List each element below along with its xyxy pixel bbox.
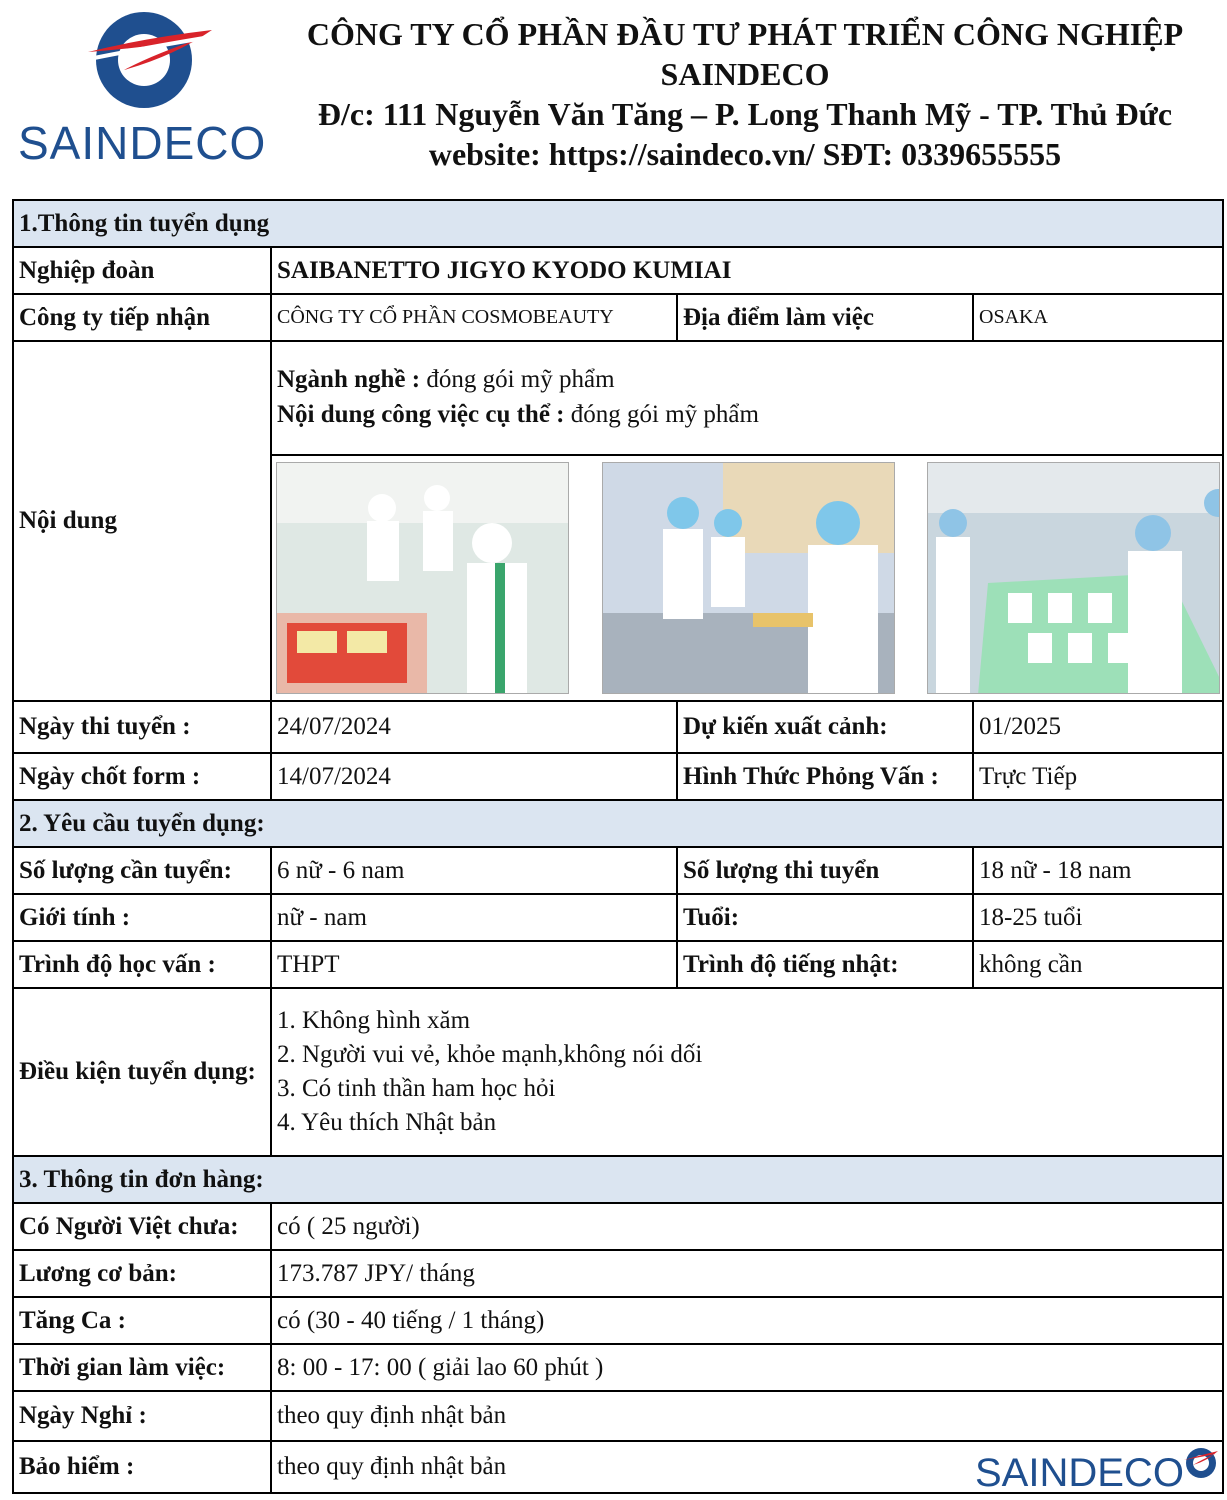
job-label: Nội dung công việc cụ thể : [277,401,565,428]
exam-quantity-value: 18 nữ - 18 nam [973,847,1223,894]
footer-logo [975,1445,1225,1499]
quantity-value: 6 nữ - 6 nam [271,847,677,894]
condition-item: 4. Yêu thích Nhật bản [277,1109,497,1136]
section-title: 1.Thông tin tuyển dụng [13,200,1223,247]
company-contact: website: https://saindeco.vn/ SĐT: 0339655555 [428,136,1062,172]
japanese-value: không cần [973,941,1223,988]
order-label: Tăng Ca : [13,1297,271,1344]
footer-globe-icon [1183,1445,1219,1481]
interview-label: Hình Thức Phỏng Vấn : [677,753,973,800]
table-row [13,847,1223,894]
table-row [13,1391,1223,1441]
order-label: Bảo hiểm : [13,1441,271,1493]
content-label: Nội dung [13,341,271,701]
gender-label: Giới tính : [13,894,271,941]
recruitment-table [12,199,1224,1494]
form-close-value: 14/07/2024 [271,753,677,800]
company-name-line1: CÔNG TY CỔ PHẦN ĐẦU TƯ PHÁT TRIỂN CÔNG NGHIỆP [306,16,1184,52]
industry-value: đóng gói mỹ phẩm [420,366,615,393]
union-label: Nghiệp đoàn [13,247,271,294]
order-value: 173.787 JPY/ tháng [271,1250,1223,1297]
education-label: Trình độ học vấn : [13,941,271,988]
section-title: 3. Thông tin đơn hàng: [13,1156,1223,1203]
company-label: Công ty tiếp nhận [13,294,271,341]
form-close-label: Ngày chốt form : [13,753,271,800]
job-description [272,342,1222,456]
company-value: CÔNG TY CỔ PHẦN COSMOBEAUTY [271,294,677,341]
section-header [13,800,1223,847]
order-value: có (30 - 40 tiếng / 1 tháng) [271,1297,1223,1344]
factory-photo [276,462,569,694]
conditions-label: Điều kiện tuyển dụng: [13,988,271,1156]
table-row [13,701,1223,753]
age-value: 18-25 tuổi [973,894,1223,941]
japanese-label: Trình độ tiếng nhật: [677,941,973,988]
order-label: Ngày Nghỉ : [13,1391,271,1441]
condition-item: 3. Có tinh thần ham học hỏi [277,1075,556,1102]
section-header [13,1156,1223,1203]
condition-item: 2. Người vui vẻ, khỏe mạnh,không nói dối [277,1041,703,1068]
interview-value: Trực Tiếp [973,753,1223,800]
table-row [13,1297,1223,1344]
order-label: Có Người Việt chưa: [13,1203,271,1250]
job-value: đóng gói mỹ phẩm [564,401,759,428]
table-row [13,894,1223,941]
location-value: OSAKA [973,294,1223,341]
page-header [0,0,1227,190]
table-row [13,988,1223,1156]
section-title: 2. Yêu cầu tuyển dụng: [13,800,1223,847]
exam-quantity-label: Số lượng thi tuyển [677,847,973,894]
company-info [270,14,1220,174]
company-name-line2: SAINDECO [660,56,830,92]
table-row [13,341,1223,701]
industry-line [277,362,1222,397]
job-line [277,397,1222,432]
table-row [13,941,1223,988]
union-value: SAIBANETTO JIGYO KYODO KUMIAI [271,247,1223,294]
quantity-label: Số lượng cần tuyển: [13,847,271,894]
logo-globe-icon [84,8,214,118]
table-row [13,294,1223,341]
exam-date-value: 24/07/2024 [271,701,677,753]
departure-label: Dự kiến xuất cảnh: [677,701,973,753]
order-value: theo quy định nhật bản [271,1391,1223,1441]
photo-gallery [272,456,1222,696]
table-row [13,247,1223,294]
departure-value: 01/2025 [973,701,1223,753]
factory-photo [927,462,1220,694]
order-label: Lương cơ bản: [13,1250,271,1297]
company-address: Đ/c: 111 Nguyễn Văn Tăng – P. Long Thanh Mỹ - TP. Thủ Đức [317,96,1173,132]
industry-label: Ngành nghề : [277,366,421,393]
order-value: có ( 25 người) [271,1203,1223,1250]
education-value: THPT [271,941,677,988]
logo-text: SAINDECO [18,117,267,169]
content-cell [271,341,1223,701]
table-row [13,1250,1223,1297]
factory-photo [602,462,895,694]
exam-date-label: Ngày thi tuyển : [13,701,271,753]
table-row [13,753,1223,800]
order-value: theo quy định nhật bản [271,1441,1223,1493]
conditions-list [271,988,1223,1156]
age-label: Tuổi: [677,894,973,941]
location-label: Địa điểm làm việc [677,294,973,341]
section-header [13,200,1223,247]
footer-logo-text: SAINDECO [975,1451,1184,1495]
order-label: Thời gian làm việc: [13,1344,271,1391]
table-row [13,1203,1223,1250]
table-row [13,1344,1223,1391]
saindeco-logo [14,8,267,169]
condition-item: 1. Không hình xăm [277,1007,471,1034]
gender-value: nữ - nam [271,894,677,941]
order-value: 8: 00 - 17: 00 ( giải lao 60 phút ) [271,1344,1223,1391]
